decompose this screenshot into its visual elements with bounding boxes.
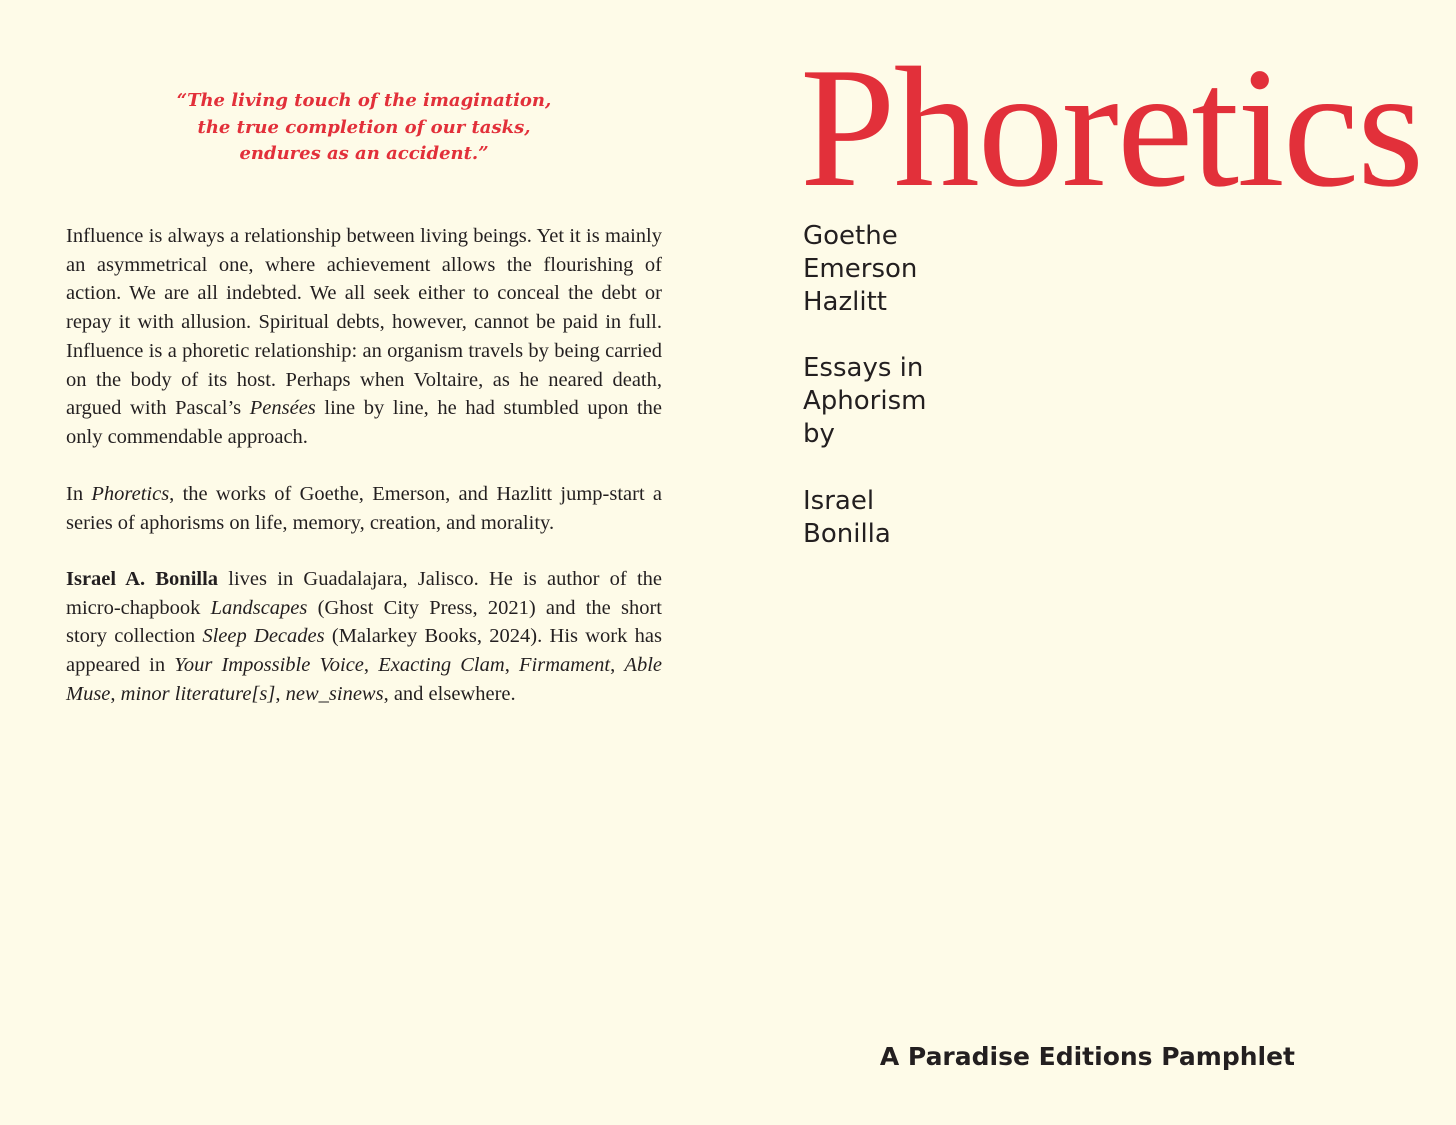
publisher-imprint: A Paradise Editions Pamphlet: [879, 1042, 1295, 1071]
bio-separator: ,: [275, 682, 286, 705]
bio-text: (Malarkey Books, 2024). His work has appeared in: [66, 625, 662, 677]
subtitle-line: by: [803, 419, 835, 449]
book-title-reference: Phoretics: [91, 483, 170, 505]
front-cover: [728, 0, 1456, 1125]
book-subtitle: [803, 352, 926, 451]
blurb-text: , the works of Goethe, Emerson, and Hazlitt jump-start a series of aphorisms on life, memory, creation, and morality.: [66, 483, 663, 534]
subtitle-line: Aphorism: [803, 386, 927, 416]
author-name-line: Israel: [803, 486, 875, 516]
bio-text: (Ghost City Press, 2021) and the short story collection: [66, 596, 662, 648]
book-title: Phoretics: [800, 33, 1423, 223]
epigraph-line: “The living touch of the imagination,: [176, 90, 552, 111]
featured-authors-list: [803, 220, 917, 319]
blurb-text: In: [66, 483, 92, 505]
bio-separator: ,: [110, 682, 121, 705]
work-title-sleep-decades: Sleep Decades: [202, 625, 325, 648]
blurb-paragraph-influence: [66, 222, 662, 452]
epigraph-quote: [120, 88, 608, 168]
publication-title: Your Impossible Voice: [174, 654, 364, 677]
author-bio: [66, 565, 662, 709]
epigraph-line: the true completion of our tasks,: [197, 116, 531, 138]
work-title-pensees: Pensées: [249, 397, 316, 420]
bio-separator: ,: [363, 654, 379, 677]
publication-title: minor literature[s]: [120, 682, 276, 705]
subtitle-line: Essays in: [803, 353, 924, 383]
publication-title: Exacting Clam: [378, 654, 505, 677]
bio-separator: ,: [610, 654, 625, 677]
bio-text: , and elsewhere.: [383, 682, 516, 705]
publication-title: new_sinews: [285, 682, 384, 705]
publication-title: Firmament: [519, 654, 611, 677]
bio-separator: ,: [504, 654, 519, 677]
work-title-landscapes: Landscapes: [210, 596, 308, 619]
featured-author: Emerson: [803, 254, 918, 284]
bio-text: lives in Guadalajara, Jalisco. He is author of the micro-chapbook: [66, 568, 663, 619]
publication-title: Able Muse: [66, 654, 662, 705]
featured-author: Goethe: [803, 221, 898, 251]
book-author: [803, 485, 891, 551]
author-name-line: Bonilla: [803, 519, 891, 549]
blurb-paragraph-summary: [66, 480, 662, 537]
blurb-text: Influence is always a relationship between living beings. Yet it is mainly an asymmetrical one, where achievement allows the flourishing of action. We are all indebted. We all seek either to conceal the debt or repay it with allusion. Spiritual debts, however, cannot be paid in full. Influence is a phoretic relationship: an organism travels by being carried on the body of its host. Perhaps when Voltaire, as he neared death, argued with Pascal’s: [66, 225, 662, 420]
blurb-text: line by line, he had stumbled upon the only commendable approach.: [66, 397, 662, 448]
featured-author: Hazlitt: [803, 287, 887, 317]
epigraph-line: endures as an accident.”: [239, 143, 489, 164]
author-bio-name: Israel A. Bonilla: [66, 568, 219, 590]
